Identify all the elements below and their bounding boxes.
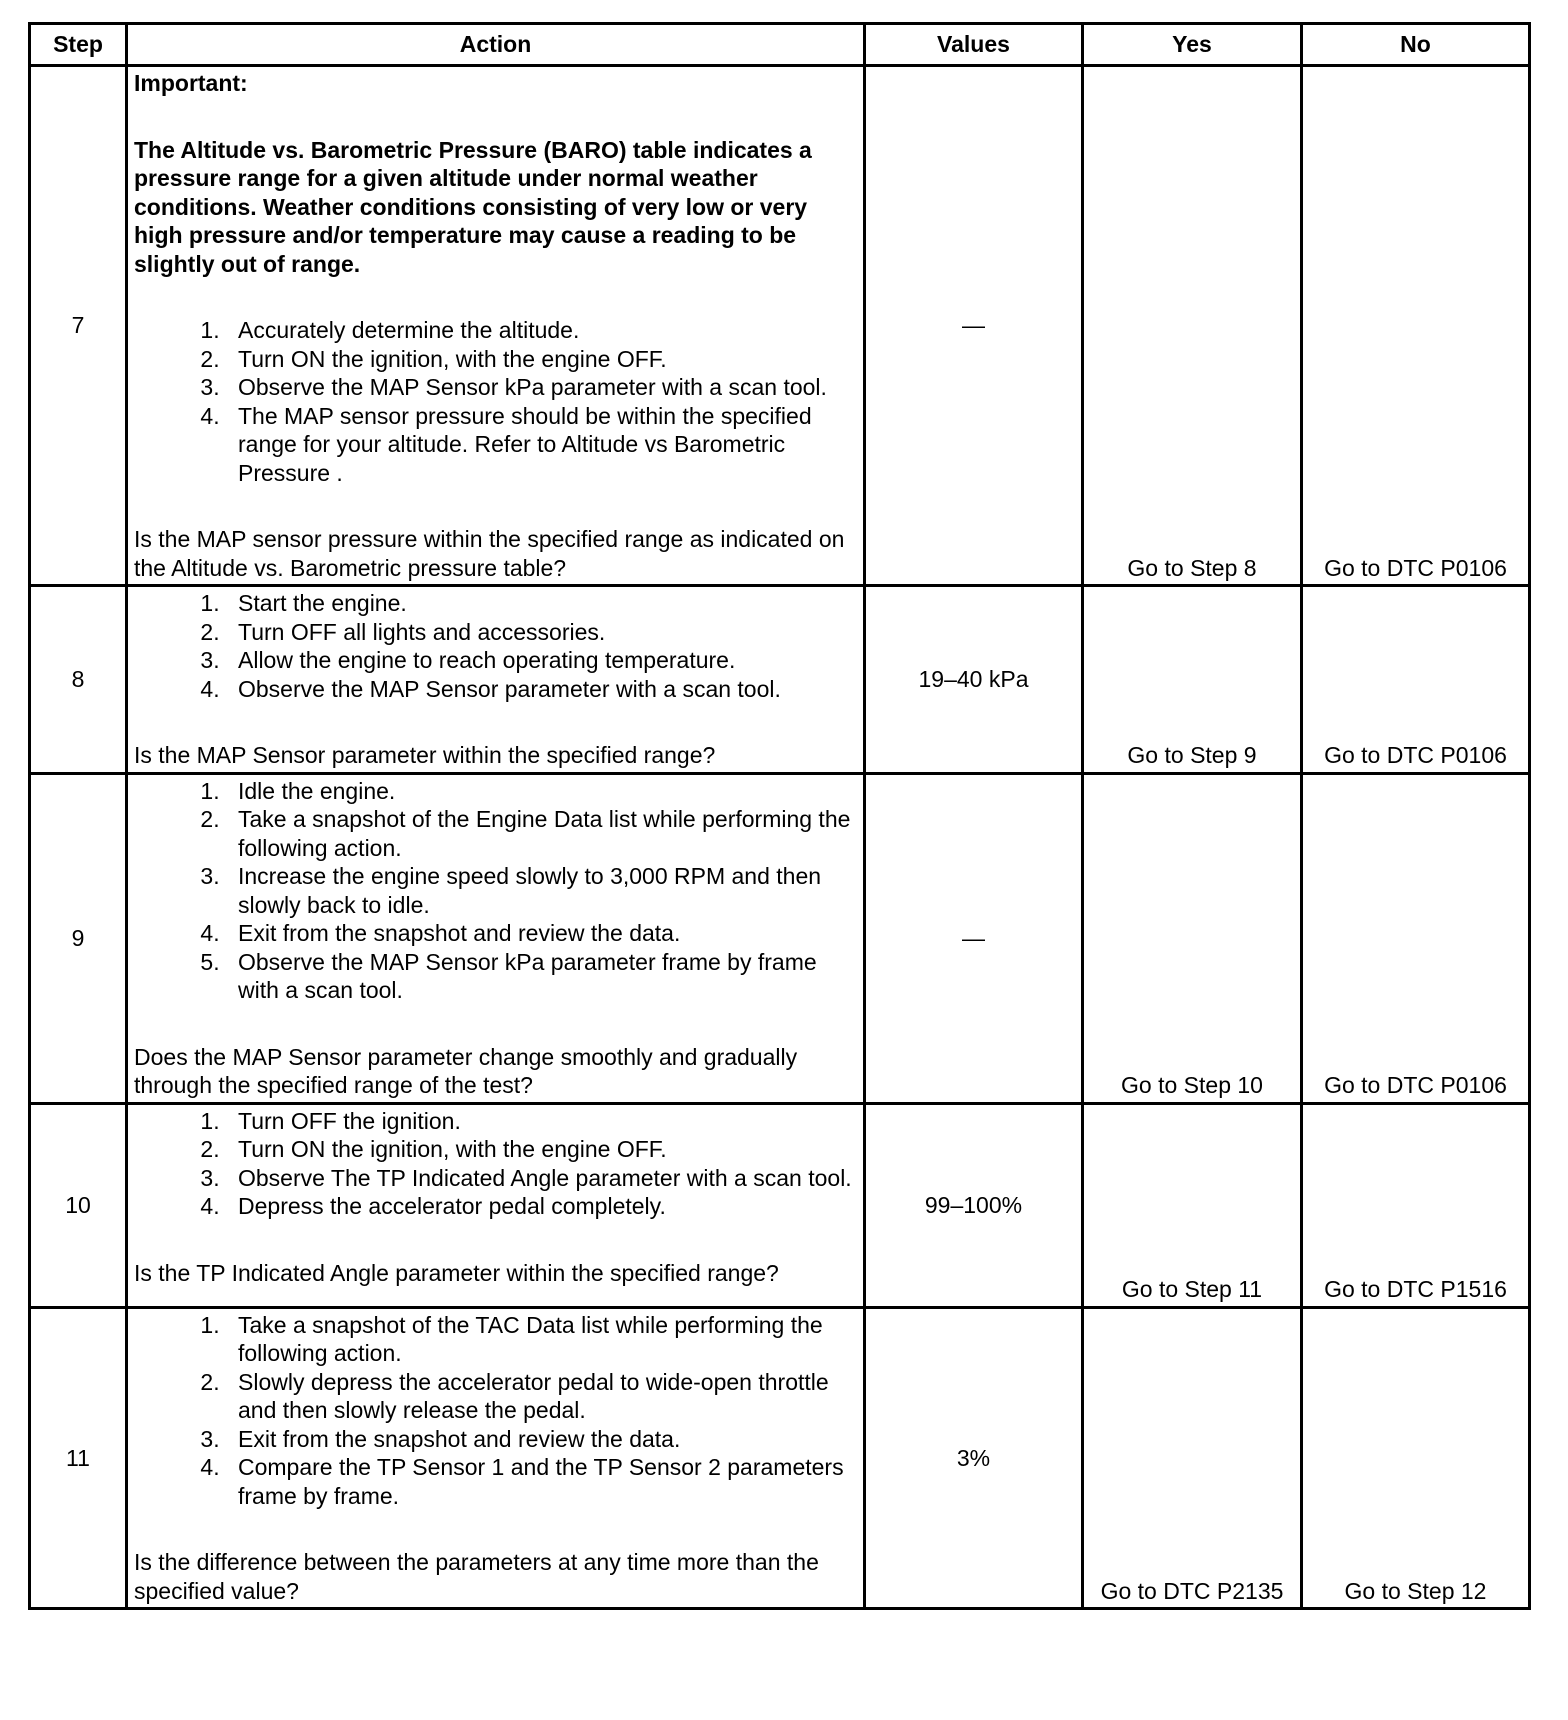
action-steps xyxy=(134,1107,859,1221)
value-cell: 99–100% xyxy=(865,1103,1083,1307)
action-steps xyxy=(134,1311,859,1511)
header-action: Action xyxy=(127,24,865,66)
action-question: Is the MAP Sensor parameter within the specified range? xyxy=(134,742,716,768)
action-question: Is the TP Indicated Angle parameter within the specified range? xyxy=(134,1259,779,1286)
yes-cell: Go to Step 8 xyxy=(1083,66,1302,586)
header-step: Step xyxy=(30,24,127,66)
action-step: 4. The MAP sensor pressure should be within the specified range for your altitude. Refer to Altitude vs Barometric Pressure . xyxy=(226,402,859,488)
action-step: 2. Turn ON the ignition, with the engine OFF. xyxy=(226,345,859,374)
value-cell: 3% xyxy=(865,1307,1083,1609)
no-cell: Go to DTC P1516 xyxy=(1302,1103,1530,1307)
step-number: 10 xyxy=(30,1103,127,1307)
action-steps xyxy=(134,589,859,703)
action-cell xyxy=(127,66,865,586)
action-step: 3. Increase the engine speed slowly to 3,000 RPM and then slowly back to idle. xyxy=(226,862,859,919)
action-cell xyxy=(127,1307,865,1609)
header-no: No xyxy=(1302,24,1530,66)
no-cell: Go to Step 12 xyxy=(1302,1307,1530,1609)
action-step: 2. Take a snapshot of the Engine Data list while performing the following action. xyxy=(226,805,859,862)
action-steps xyxy=(134,777,859,1005)
no-cell: Go to DTC P0106 xyxy=(1302,773,1530,1103)
table-row xyxy=(30,773,1530,1103)
action-step: 3. Observe The TP Indicated Angle parameter with a scan tool. xyxy=(226,1164,859,1193)
yes-cell: Go to Step 10 xyxy=(1083,773,1302,1103)
value-cell: — xyxy=(865,773,1083,1103)
table-row xyxy=(30,1307,1530,1609)
important-label: Important: xyxy=(134,70,248,96)
action-question: Is the MAP sensor pressure within the specified range as indicated on the Altitude vs. Barometric pressure table? xyxy=(134,526,845,581)
action-step: 1. Turn OFF the ignition. xyxy=(226,1107,859,1136)
header-values: Values xyxy=(865,24,1083,66)
action-step: 5. Observe the MAP Sensor kPa parameter frame by frame with a scan tool. xyxy=(226,948,859,1005)
action-question: Is the difference between the parameters at any time more than the specified value? xyxy=(134,1549,819,1604)
header-row xyxy=(30,24,1530,66)
important-note: The Altitude vs. Barometric Pressure (BARO) table indicates a pressure range for a given altitude under normal weather conditions. Weather conditions consisting of very low or very high pressure and/or temperature may cause a reading to be slightly out of range. xyxy=(134,136,812,277)
table-row xyxy=(30,66,1530,586)
action-step: 3. Exit from the snapshot and review the data. xyxy=(226,1425,859,1454)
action-step: 4. Compare the TP Sensor 1 and the TP Sensor 2 parameters frame by frame. xyxy=(226,1453,859,1510)
action-step: 3. Allow the engine to reach operating temperature. xyxy=(226,646,859,675)
action-cell xyxy=(127,773,865,1103)
action-steps xyxy=(134,316,859,487)
diagnostic-table xyxy=(28,22,1531,1610)
value-cell: 19–40 kPa xyxy=(865,586,1083,774)
no-cell: Go to DTC P0106 xyxy=(1302,586,1530,774)
action-step: 4. Depress the accelerator pedal completely. xyxy=(226,1192,859,1221)
action-step: 2. Turn ON the ignition, with the engine OFF. xyxy=(226,1135,859,1164)
action-step: 3. Observe the MAP Sensor kPa parameter with a scan tool. xyxy=(226,373,859,402)
yes-cell: Go to Step 9 xyxy=(1083,586,1302,774)
action-step: 2. Slowly depress the accelerator pedal to wide-open throttle and then slowly release the pedal. xyxy=(226,1368,859,1425)
header-yes: Yes xyxy=(1083,24,1302,66)
action-step: 4. Exit from the snapshot and review the data. xyxy=(226,919,859,948)
action-question: Does the MAP Sensor parameter change smoothly and gradually through the specified range of the test? xyxy=(134,1043,798,1098)
step-number: 9 xyxy=(30,773,127,1103)
action-step: 4. Observe the MAP Sensor parameter with a scan tool. xyxy=(226,675,859,704)
value-cell: — xyxy=(865,66,1083,586)
action-step: 1. Accurately determine the altitude. xyxy=(226,316,859,345)
action-step: 2. Turn OFF all lights and accessories. xyxy=(226,618,859,647)
action-cell xyxy=(127,1103,865,1307)
action-step: 1. Start the engine. xyxy=(226,589,859,618)
step-number: 8 xyxy=(30,586,127,774)
action-step: 1. Take a snapshot of the TAC Data list while performing the following action. xyxy=(226,1311,859,1368)
step-number: 11 xyxy=(30,1307,127,1609)
table-row xyxy=(30,1103,1530,1307)
action-cell xyxy=(127,586,865,774)
yes-cell: Go to Step 11 xyxy=(1083,1103,1302,1307)
step-number: 7 xyxy=(30,66,127,586)
action-step: 1. Idle the engine. xyxy=(226,777,859,806)
yes-cell: Go to DTC P2135 xyxy=(1083,1307,1302,1609)
table-row xyxy=(30,586,1530,774)
no-cell: Go to DTC P0106 xyxy=(1302,66,1530,586)
